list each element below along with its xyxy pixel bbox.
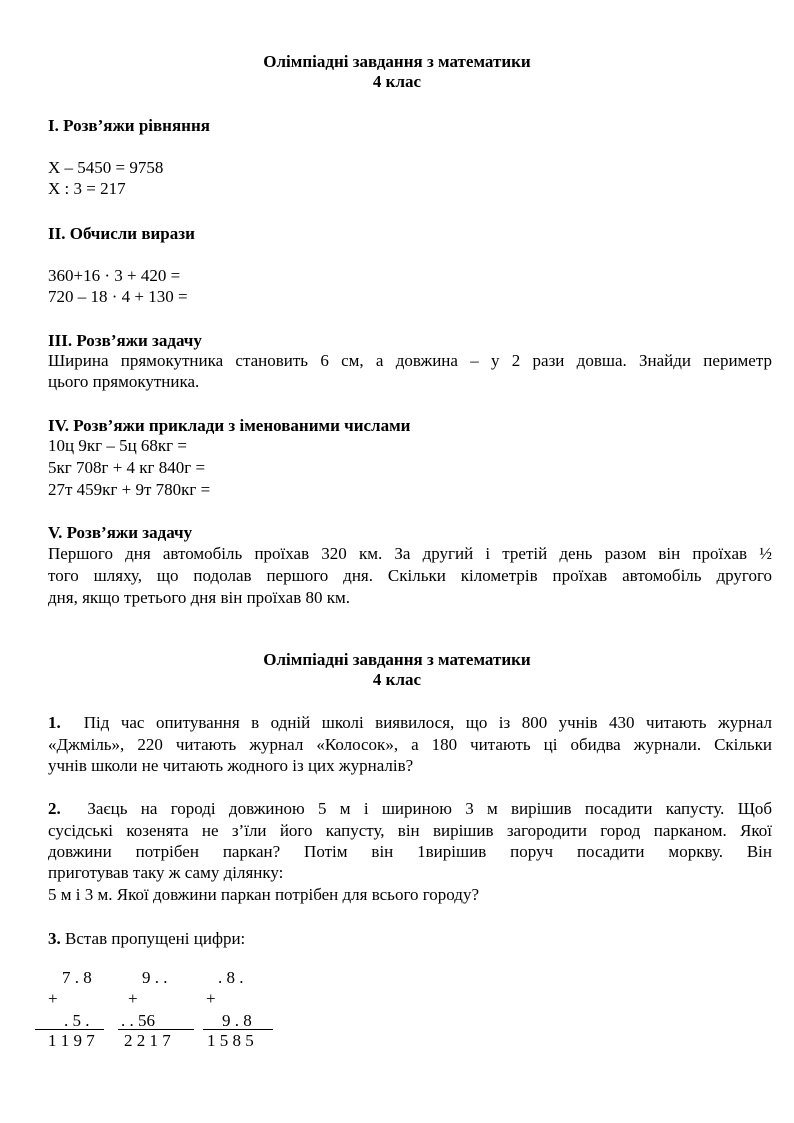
task5-text-line1: Першого дня автомобіль проїхав 320 км. За другий і третій день разом він проїхав ½ — [48, 544, 772, 563]
problem1-number: 1. — [48, 713, 61, 732]
section2-title: Олімпіадні завдання з математики — [263, 650, 531, 669]
problem3-number: 3. — [48, 929, 61, 948]
task5-text-line2: того шляху, що подолав першого дня. Скільки кілометрів проїхав автомобіль другого — [48, 566, 772, 585]
task3-heading: III. Розв’яжи задачу — [48, 331, 202, 350]
sum3-result: 1 5 8 5 — [207, 1031, 254, 1050]
problem2-line4: приготував таку ж саму ділянку: — [48, 863, 284, 882]
section1-title: Олімпіадні завдання з математики — [263, 52, 531, 71]
sum2-plus: + — [128, 989, 138, 1008]
sum3-top: . 8 . — [218, 968, 244, 987]
sum1-plus: + — [48, 989, 58, 1008]
problem1-line1 — [48, 713, 772, 734]
sum1-addend: . 5 . — [64, 1011, 90, 1030]
named-number-example-3: 27т 459кг + 9т 780кг = — [48, 480, 211, 499]
task4-heading: IV. Розв’яжи приклади з іменованими числами — [48, 416, 411, 435]
problem3-heading-line — [48, 929, 245, 950]
equation-1: Х – 5450 = 9758 — [48, 158, 164, 177]
sum2-result: 2 2 1 7 — [124, 1031, 171, 1050]
sum3-addend: 9 . 8 — [222, 1011, 252, 1030]
task2-heading: II. Обчисли вирази — [48, 224, 195, 243]
problem2-line3: довжини потрібен паркан? Потім він 1вирішив поруч посадити моркву. Він — [48, 842, 772, 861]
sum3-line — [203, 1029, 273, 1030]
task3-text-line2: цього прямокутника. — [48, 372, 200, 391]
sum3-plus: + — [206, 989, 216, 1008]
sum2-addend: . . 56 — [121, 1011, 155, 1030]
problem2-line2: сусідські козенята не з’їли його капусту, він вирішив загородити город парканом. Якої — [48, 821, 772, 840]
problem2-line1 — [48, 799, 772, 820]
task3-text-line1: Ширина прямокутника становить 6 см, а довжина – у 2 рази довша. Знайди периметр — [48, 351, 772, 370]
equation-2: Х : 3 = 217 — [48, 179, 126, 198]
problem2-line5: 5 м і 3 м. Якої довжини паркан потрібен для всього городу? — [48, 885, 479, 904]
named-number-example-2: 5кг 708г + 4 кг 840г = — [48, 458, 206, 477]
named-number-example-1: 10ц 9кг – 5ц 68кг = — [48, 436, 187, 455]
problem3-heading: Встав пропущені цифри: — [65, 929, 246, 948]
task5-heading: V. Розв’яжи задачу — [48, 523, 193, 542]
problem2-text: Заєць на городі довжиною 5 м і шириною 3 м вирішив посадити капусту. Щоб — [87, 799, 773, 818]
task1-heading: I. Розв’яжи рівняння — [48, 116, 210, 135]
expression-1: 360+16 · 3 + 420 = — [48, 266, 181, 285]
sum2-top: 9 . . — [142, 968, 168, 987]
problem2-number: 2. — [48, 799, 61, 818]
sum2-line — [118, 1029, 194, 1030]
problem1-line2: «Джміль», 220 читають журнал «Колосок», а 180 читають ці обидва журнали. Скільки — [48, 735, 772, 754]
problem1-text: Під час опитування в одній школі виявилося, що із 800 учнів 430 читають журнал — [83, 713, 773, 732]
problem1-line3: учнів школи не читають жодного із цих журналів? — [48, 756, 414, 775]
section1-grade: 4 клас — [372, 72, 422, 91]
sum1-result: 1 1 9 7 — [48, 1031, 95, 1050]
section2-grade: 4 клас — [372, 670, 422, 689]
sum1-line — [35, 1029, 104, 1030]
expression-2: 720 – 18 · 4 + 130 = — [48, 287, 188, 306]
sum1-top: 7 . 8 — [62, 968, 92, 987]
task5-text-line3: дня, якщо третього дня він проїхав 80 км. — [48, 588, 350, 607]
